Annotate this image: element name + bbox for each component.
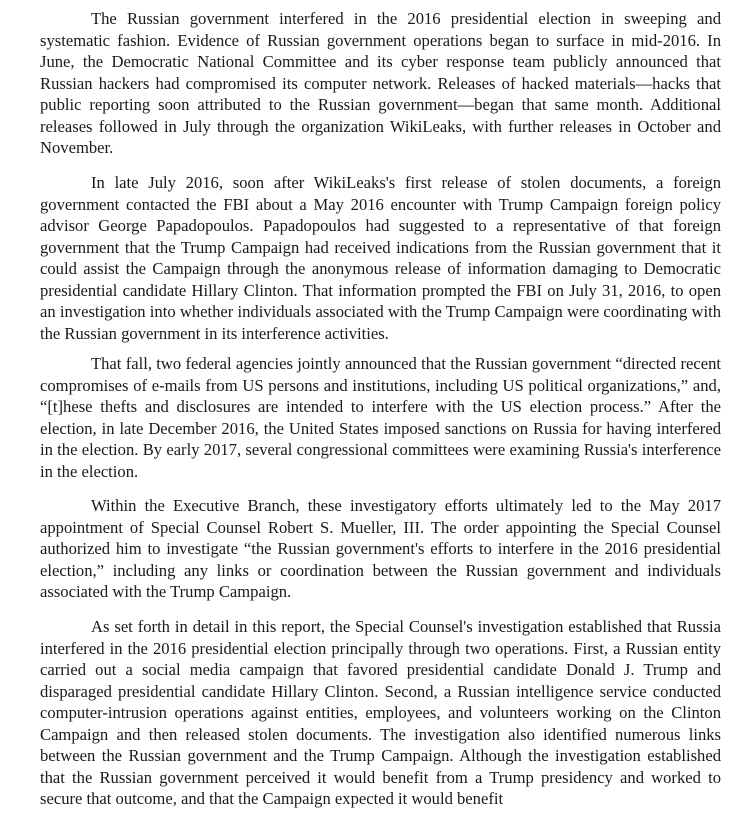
paragraph-federal-agencies: That fall, two federal agencies jointly announced that the Russian government “directed recent compromises of e-mails from US persons and institutions, including US political organizations,” and, “[t]hese thefts and disclosures are intended to interfere with the US election process.” After the election, in late December 2016, the United States imposed sanctions on Russia for having interfered in the election. By early 2017, several congressional committees were examining Russia's interference in the election. xyxy=(40,354,721,481)
paragraph-special-counsel-appointment: Within the Executive Branch, these investigatory efforts ultimately led to the May 2017 appointment of Special Counsel Robert S. Mueller, III. The order appointing the Special Counsel authorized him to investigate “the Russian government's efforts to interfere in the 2016 presidential election,” including any links or coordination between the Russian government and individuals associated with the Trump Campaign. xyxy=(40,496,721,601)
paragraph-fbi-investigation: In late July 2016, soon after WikiLeaks's first release of stolen documents, a foreign government contacted the FBI about a May 2016 encounter with Trump Campaign foreign policy advisor George Papadopoulos. Papadopoulos had suggested to a representative of that foreign government that the Trump Campaign had received indications from the Russian government that it could assist the Campaign through the anonymous release of information damaging to Democratic presidential candidate Hillary Clinton. That information prompted the FBI on July 31, 2016, to open an investigation into whether individuals associated with the Trump Campaign were coordinating with the Russian government in its interference activities. xyxy=(40,173,721,343)
paragraph-russian-interference: The Russian government interfered in the 2016 presidential election in sweeping and systematic fashion. Evidence of Russian government operations began to surface in mid-2016. In June, the Democratic National Committee and its cyber response team publicly announced that Russian hackers had compromised its computer network. Releases of hacked materials—hacks that public reporting soon attributed to the Russian government—began that same month. Additional releases followed in July through the organization WikiLeaks, with further releases in October and November. xyxy=(40,9,721,157)
paragraph-investigation-findings: As set forth in detail in this report, the Special Counsel's investigation established that Russia interfered in the 2016 presidential election principally through two operations. First, a Russian entity carried out a social media campaign that favored presidential candidate Donald J. Trump and disparaged presidential candidate Hillary Clinton. Second, a Russian intelligence service conducted computer-intrusion operations against entities, employees, and volunteers working on the Clinton Campaign and then released stolen documents. The investigation also identified numerous links between the Russian government and the Trump Campaign. Although the investigation established that the Russian government perceived it would benefit from a Trump presidency and worked to secure that outcome, and that the Campaign expected it would benefit xyxy=(40,617,721,808)
